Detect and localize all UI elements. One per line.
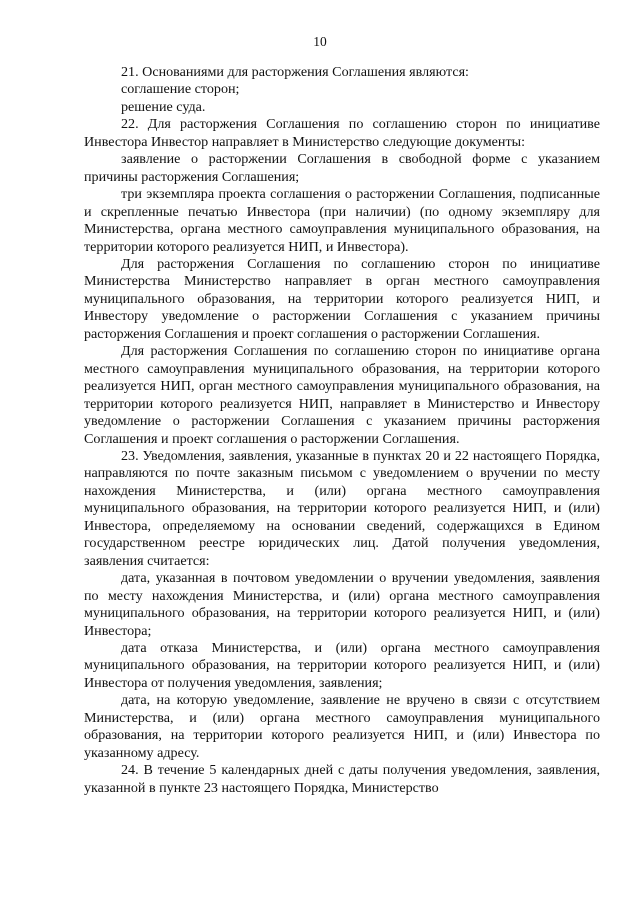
paragraph-24: 24. В течение 5 календарных дней с даты получения уведомления, заявления, указанной в пункте 23 настоящего Порядка, Министерство <box>84 762 600 796</box>
paragraph-refusal-date: дата отказа Министерства, и (или) органа местного самоуправления муниципального образования, на территории которого реализуется НИП, и (или) Инвестора от получения уведомления, заявления; <box>84 639 600 691</box>
paragraph-agreement-of-parties: соглашение сторон; <box>121 81 240 98</box>
paragraph-court-decision: решение суда. <box>121 98 206 115</box>
paragraph-21: 21. Основаниями для расторжения Соглашения являются: <box>121 64 469 80</box>
paragraph-delivery-date: дата, указанная в почтовом уведомлении о вручении уведомления, заявления по месту нахождения Министерства, и (или) органа местного самоуправления муниципального образования, на территории которого реализуется НИП, и (или) Инвестора; <box>84 570 600 639</box>
paragraph-local-government-initiative: Для расторжения Соглашения по соглашению сторон по инициативе органа местного самоуправления муниципального образования, на территории которого реализуется НИП, орган местного самоуправления муниципального образования, на территории которого реализуется НИП, направляет в Министерство и Инвестору уведомление о расторжении Соглашения с указанием причины расторжения Соглашения и проект соглашения о расторжении Соглашения. <box>84 343 600 447</box>
paragraph-ministry-initiative: Для расторжения Соглашения по соглашению сторон по инициативе Министерства Министерство направляет в орган местного самоуправления муниципального образования, на территории которого реализуется НИП, и Инвестору уведомление о расторжении Соглашения с указанием причины расторжения Соглашения и проект соглашения о расторжении Соглашения. <box>84 255 600 342</box>
document-body <box>84 64 600 797</box>
page-number: 10 <box>313 34 327 49</box>
paragraph-termination-statement: заявление о расторжении Соглашения в свободной форме с указанием причины расторжения Соглашения; <box>84 151 600 185</box>
paragraph-23: 23. Уведомления, заявления, указанные в пунктах 20 и 22 настоящего Порядка, направляются по почте заказным письмом с уведомлением о вручении по месту нахождения Министерства, и (или) органа местного самоуправления муниципального образования, на территории которого реализуется НИП, и (или) Инвестора, определяемому на основании сведений, содержащихся в Едином государственном реестре юридических лиц. Датой получения уведомления, заявления считается: <box>84 447 600 569</box>
paragraph-22: 22. Для расторжения Соглашения по соглашению сторон по инициативе Инвестора Инвестор направляет в Министерство следующие документы: <box>84 116 600 150</box>
paragraph-three-copies: три экземпляра проекта соглашения о расторжении Соглашения, подписанные и скрепленные печатью Инвестора (при наличии) (по одному экземпляру для Министерства, органа местного самоуправления муниципального образования, на территории которого реализуется НИП, и Инвестора). <box>84 186 600 255</box>
paragraph-non-delivery-date: дата, на которую уведомление, заявление не вручено в связи с отсутствием Министерства, и (или) органа местного самоуправления муниципального образования, на территории которого реализуется НИП, и (или) Инвестора по указанному адресу. <box>84 692 600 761</box>
